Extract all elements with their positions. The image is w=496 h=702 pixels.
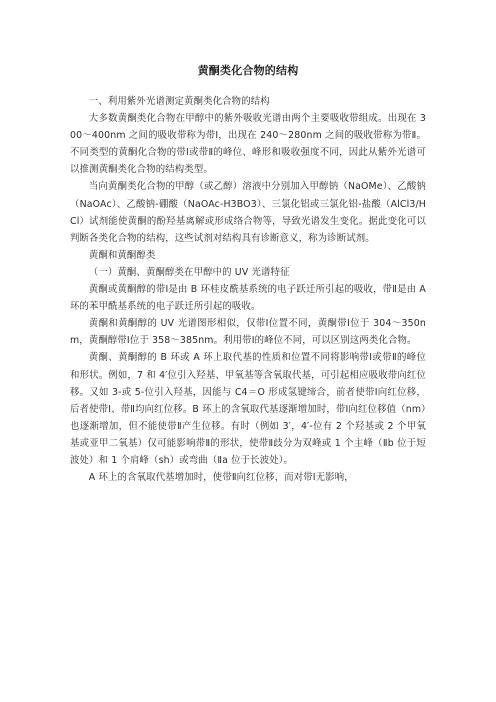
subsection-heading: 黄酮和黄酮醇类 xyxy=(88,249,156,261)
body-paragraph: 大多数黄酮类化合物在甲醇中的紫外吸收光谱由两个主要吸收带组成。出现在 300～400nm 之间的吸收带称为带Ⅰ，出现在 240～280nm 之间的吸收带称为带Ⅱ。不同类型的黄酮化合物的带Ⅰ或带Ⅱ的峰位、峰形和吸收强度不同，因此从紫外光谱可以推测黄酮类化合物的结构类型。 xyxy=(70,113,426,176)
subsection-heading: （一）黄酮、黄酮醇类在甲醇中的 UV 光谱特征 xyxy=(88,266,290,278)
body-paragraph: 黄酮和黄酮醇的 UV 光谱图形相似，仅带Ⅰ位置不同，黄酮带Ⅰ位于 304～350nm，黄酮醇带Ⅰ位于 358～385nm。利用带Ⅰ的峰位不同，可以区别这两类化合物。 xyxy=(70,318,426,347)
document-title: 黄酮类化合物的结构 xyxy=(197,64,299,77)
section-heading: 一、利用紫外光谱测定黄酮类化合物的结构 xyxy=(88,96,270,107)
body-paragraph: 黄酮、黄酮醇的 B 环或 A 环上取代基的性质和位置不同将影响带Ⅰ或带Ⅱ的峰位和形状。例如，7 和 4′位引入羟基、甲氧基等含氧取代基，可引起相应吸收带向红位移。又如 3-或 5-位引入羟基，因能与 C4＝O 形成氢键缔合，前者使带Ⅰ向红位移，后者使带Ⅰ、带Ⅱ均向红位移。B 环上的含氧取代基逐渐增加时，带Ⅰ向红位移值（nm）也逐渐增加，但不能使带Ⅱ产生位移。有时（例如 3′，4′-位有 2 个羟基或 2 个甲氧基或亚甲二氧基）仅可能影响带Ⅱ的形状，使带Ⅱ歧分为双峰或 1 个主峰（Ⅱb 位于短波处）和 1 个肩峰（sh）或弯曲（Ⅱa 位于长波处）。 xyxy=(70,352,426,466)
body-paragraph: 当向黄酮类化合物的甲醇（或乙醇）溶液中分别加入甲醇钠（NaOMe）、乙酸钠（NaOAc）、乙酸钠-硼酸（NaOAc-H3BO3）、三氯化铝或三氯化铝-盐酸（AlCl3/HCl）试剂能使黄酮的酚羟基离解或形成络合物等，导致光谱发生变化。据此变化可以判断各类化合物的结构，这些试剂对结构具有诊断意义，称为诊断试剂。 xyxy=(70,181,426,244)
body-paragraph: A 环上的含氧取代基增加时，使带Ⅱ向红位移，而对带Ⅰ无影响， xyxy=(88,472,354,484)
body-paragraph: 黄酮或黄酮醇的带Ⅰ是由 B 环桂皮酰基系统的电子跃迁所引起的吸收，带Ⅱ是由 A 环的苯甲酰基系统的电子跃迁所引起的吸收。 xyxy=(70,284,426,313)
